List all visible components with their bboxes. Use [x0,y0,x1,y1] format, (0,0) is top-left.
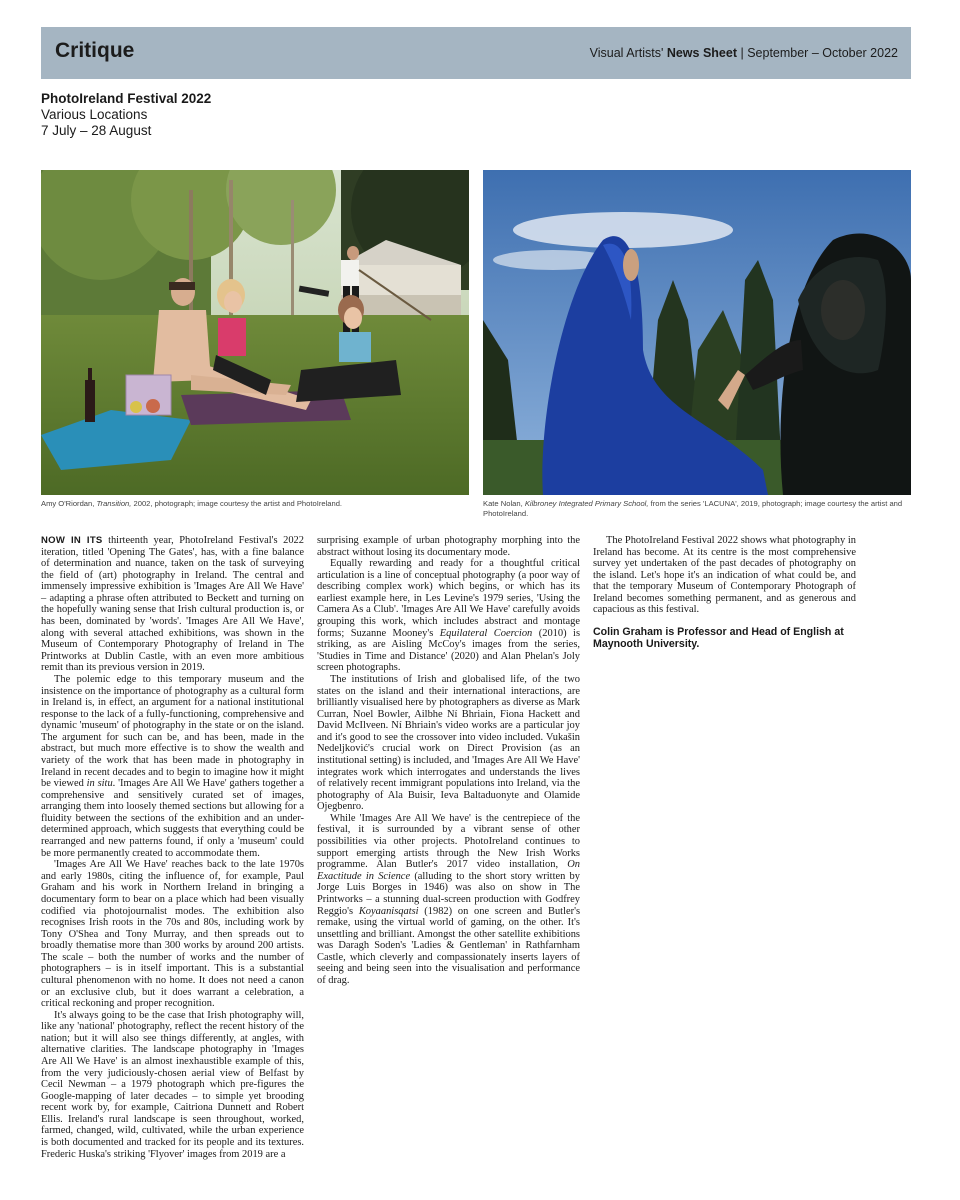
paragraph-text: thirteenth year, PhotoIreland Festival's 2022 iteration, titled 'Opening The Gates', has, with a fine balance of determination and nuance, taken on the task of surveying the field of (art) photography in Ireland. The central and immensely impressive exhibition is 'Images Are All We Have' – adapting a phrase often attributed to Beckett and turning on the hopefully waning sense that Irish cultural production is, or has been, dominated by 'words'. 'Images Are All We Have', along with several attached exhibitions, was shown in the Museum of Contemporary Photography of Ireland in The Printworks at Dublin Castle, with an even more ambitious remit than its previous version in 2019. [41,535,304,674]
article-paragraph: The institutions of Irish and globalised life, of the two states on the island and their international interactions, are brilliantly visualised here by photographers as diverse as Mark Curran, Noel Bowler, Ailbhe Ní Bhriain, Fiona Hackett and David McIlveen. Ní Bhriain's video works are a particular joy and it's good to see the crossover into video included. Vukašin Nedeljković's crucial work on Direct Provision (as an institutional setting) is included, and 'Images Are All We Have' integrates work which interrogates and understands the lives of relatively recent immigrant populations into Ireland, via the photography of Ala Buisir, Ieva Baltaduonyte and Olamide Ojegbenro. [317,673,580,813]
article-paragraph: The PhotoIreland Festival 2022 shows what photography in Ireland has become. At its centre is the most comprehensive survey yet undertaken of the past decades of photography on the island. Let's hope it's an indication of what could be, and that the temporary Museum of Contemporary Photograph of Ireland becomes something permanent, and as generous and capacious as this festival. [593,535,856,616]
paragraph-text: (alluding to the short story written by Jorge Luis Borges in 1946) was also on show in The Printworks – a stunning dual-screen production with Godfrey Reggio's [317,870,580,917]
article-paragraph [41,535,304,674]
emphasis-text: in situ [86,778,113,790]
section-title: Critique [55,39,135,62]
author-bio: Colin Graham is Professor and Head of English at Maynooth University. [593,626,844,651]
caption-artist: Kate Nolan, [483,499,523,508]
artwork-photo-kilbroney [483,170,911,495]
event-title: PhotoIreland Festival 2022 [41,91,212,106]
article-paragraph-continued: surprising example of urban photography morphing into the abstract without losing its documentary mode. [317,535,580,558]
caption-artwork-title: Kilbroney Integrated Primary School, [524,499,649,508]
caption-artwork-title: Transition, [96,499,132,508]
paragraph-text: Equally rewarding and ready for a thoughtful critical articulation is a line of conceptual photography (a poor way of describing complex work) which begins, or which has its earliest example here, in Les Levine's 1979 series, 'Using the Camera As a Club'. 'Images Are All We Have' carefully avoids grouping this work, which includes abstract and montage forms; Suzanne Mooney's [317,558,580,639]
paragraph-text: (1982) on one screen and Butler's remake, using the virtual world of gaming, on the other. It's unsettling and brilliant. Amongst the other satellite exhibitions was Daragh Soden's 'Ladies & Gentleman' in Rathfarnham Castle, which cleverly and compassionately inserts layers of seeing and being seen into the visualisation and performance of drag. [317,905,581,986]
caption-details: from the series 'LACUNA', 2019, photograph; image courtesy the artist and PhotoIreland. [483,499,903,518]
article-column-1 [41,535,304,1160]
article-column-3 [593,535,856,650]
article-paragraph [41,674,304,859]
article-paragraph [317,813,580,987]
image-caption-2 [483,499,911,518]
artwork-title-text: Koyaanisqatsi [358,905,419,917]
publication-name: News Sheet [666,46,737,60]
publication-issue: | September – October 2022 [740,46,898,60]
section-header-bar [41,27,911,79]
paragraph-text: . 'Images Are All We Have' gathers together a comprehensive and sensitively curated set of images, arranging them into loosely themed sections but allowing for a fluidity between the sections of the exhibition and an under-determined approach, which suggests that everything could be rearranged and new patterns found, if only a 'museum' could be more permanently created to accommodate them. [41,778,305,859]
article-paragraph: 'Images Are All We Have' reaches back to the late 1970s and early 1980s, citing the influence of, for example, Paul Graham and his work in Northern Ireland in bringing a documentary form to bear on a place which had been visually codified via photojournalist modes. The exhibition also recognises Irish roots in the 70s and 80s, including work by Tony O'Shea and Tony Murray, and then spreads out to broadly thematise more than 300 works by around 200 artists. The scale – both the number of works and the number of photographers – is in itself important. This is a substantial cultural phenomenon with no home. It does not need a canon or an exclusive club, but it does warrant a celebration, a critical reckoning and proper recognition. [41,859,304,1010]
article-paragraph [317,558,580,674]
caption-artist: Amy O'Riordan, [41,499,95,508]
caption-details: 2002, photograph; image courtesy the artist and PhotoIreland. [133,499,343,508]
paragraph-text: (2010) is striking, as are Aisling McCoy's images from the series, 'Studies in Time and Distance' (2020) and Alan Phelan's Joly screen photographs. [317,627,581,674]
artwork-photo-transition [41,170,469,495]
paragraph-text: The polemic edge to this temporary museum and the insistence on the importance of photography as a cultural form in Ireland is, in effect, an argument for a national institutional response to the lack of a fully-functioning, comprehensive and dynamic 'museum' of photography in the state or on the island. The argument for such can be, and has been, made in the abstract, but much more effective is to show the wealth and variety of the work that has been made in photography in Ireland in recent decades and to begin to imagine how it might be viewed [41,673,304,790]
article-column-2 [317,535,580,987]
artwork-title-text: On Exactitude in Science [317,859,580,882]
lead-in: NOW IN ITS [41,535,103,546]
article-paragraph: It's always going to be the case that Irish photography will, like any 'national' photography, reflect the recent history of the nation; but it will also see things differently, at angles, with alternative clarities. The landscape photography in 'Images Are All We Have' is an almost inexhaustible example of this, from the very judiciously-chosen aerial view of Belfast by Cecil Newman – a 1979 photograph which pre-figures the Google-mapping of later decades – to simple yet brooding recent work by, for example, Caitriona Dunnett and Robert Ellis. Ireland's rural landscape is seen throughout, worked, farmed, changed, wild, cultivated, while the urban experience is both documented and tracked for its people and its textures. Frederic Huska's striking 'Flyover' images from 2019 are a [41,1009,304,1160]
image-caption-1 [41,499,469,509]
artwork-title-text: Equilateral Coercion [439,627,533,639]
paragraph-text: While 'Images Are All We have' is the centrepiece of the festival, it is surrounded by a vibrant sense of other possibilities via other projects. PhotoIreland continues to support emerging artists through the New Irish Works programme. Alan Butler's 2017 video installation, [317,812,580,871]
event-dates: 7 July – 28 August [41,123,152,138]
event-location: Various Locations [41,107,148,122]
publication-prefix: Visual Artists' [589,46,664,60]
publication-info [590,46,898,60]
event-details [41,91,211,139]
